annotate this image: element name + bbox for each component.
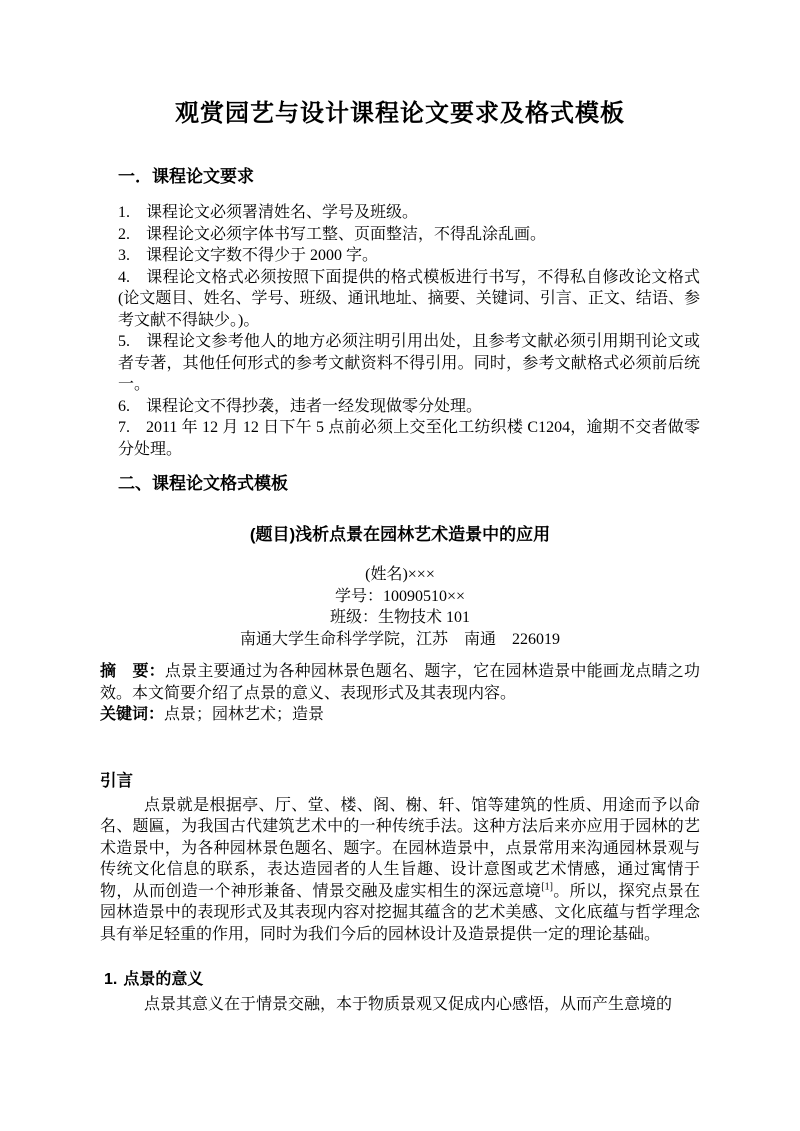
list-item-number: 4. [118,268,130,286]
list-item-number: 7. [118,419,130,436]
requirements-list [118,202,700,460]
list-item-number: 3. [118,247,130,264]
list-item-text: 2011 年 12 月 12 日下午 5 点前必须上交至化工纺织楼 C1204，逾期不交者做零分处理。 [118,419,700,458]
list-item [118,396,700,418]
subsection-title: 点景的意义 [123,971,204,988]
list-item-number: 1. [118,204,130,221]
intro-text-part1: 点景就是根据亭、厅、堂、楼、阁、榭、轩、馆等建筑的性质、用途而予以命名、题匾，为我国古代建筑艺术中的一种传统手法。这种方法后来亦应用于园林的艺术造景中，为各种园林景色题名、题字。在园林造景中，点景常用来沟通园林景观与传统文化信息的联系，表达造园者的人生旨趣、设计意图或艺术情感，通过寓情于物，从而创造一个神形兼备、情景交融及虚实相生的深远意境 [100,796,700,900]
citation-marker: [1] [541,881,553,893]
list-item [118,331,700,396]
affiliation-line: 南通大学生命科学学院，江苏 南通 226019 [239,630,560,648]
author-block [100,564,700,650]
list-item [118,267,700,332]
keywords-label: 关键词： [100,706,165,723]
list-item [118,224,700,246]
list-item-number: 5. [118,333,130,350]
significance-paragraph: 点景其意义在于情景交融，本于物质景观又促成内心感悟，从而产生意境的 [144,996,673,1013]
list-item-text: 课程论文参考他人的地方必须注明引用出处，且参考文献必须引用期刊论文或者专著，其他任何形式的参考文献资料不得引用。同时，参考文献格式必须前后统一。 [118,333,700,393]
list-item-text: 课程论文必须字体书写工整、页面整洁，不得乱涂乱画。 [146,225,547,243]
subsection-heading-significance [104,968,700,992]
list-item-text: 课程论文不得抄袭，违者一经发现做零分处理。 [146,397,483,415]
section-heading-requirements: 一．课程论文要求 [118,167,254,186]
list-item-number: 6. [118,397,130,415]
subsection-number: 1. [104,971,118,988]
list-item [118,202,700,224]
abstract-paragraph [100,661,700,704]
section-heading-template: 二、课程论文格式模板 [118,474,288,493]
intro-heading: 引言 [100,771,133,790]
class-line: 班级：生物技术 101 [329,609,470,626]
keywords-paragraph [100,704,700,726]
list-item-text: 课程论文必须署清姓名、学号及班级。 [146,204,419,221]
student-id-line: 学号：10090510×× [334,587,466,605]
list-item-text: 课程论文格式必须按照下面提供的格式模板进行书写，不得私自修改论文格式(论文题目、姓名、学号、班级、通讯地址、摘要、关键词、引言、正文、结语、参考文献不得缺少。)。 [118,268,700,329]
list-item [118,245,700,267]
author-name-line: (姓名)××× [365,566,435,583]
list-item-number: 2. [118,225,130,243]
list-item-text: 课程论文字数不得少于 2000 字。 [146,247,379,264]
abstract-text: 点景主要通过为各种园林景色题名、题字，它在园林造景中能画龙点睛之功效。本文简要介绍了点景的意义、表现形式及其表现内容。 [100,663,700,702]
sample-paper-title: (题目)浅析点景在园林艺术造景中的应用 [249,525,551,544]
intro-text-part2: 。所以，探究点景在园林造景中的表现形式及其表现内容对挖掘其蕴含的艺术美感、文化底蕴与哲学理念具有举足轻重的作用，同时为我们今后的园林设计及造景提供一定的理论基础。 [100,882,700,943]
abstract-block [100,661,700,726]
abstract-label: 摘 要： [100,663,165,680]
intro-paragraph [100,795,700,946]
keywords-text: 点景；园林艺术；造景 [164,706,325,723]
document-title: 观赏园艺与设计课程论文要求及格式模板 [175,101,625,127]
list-item [118,417,700,460]
